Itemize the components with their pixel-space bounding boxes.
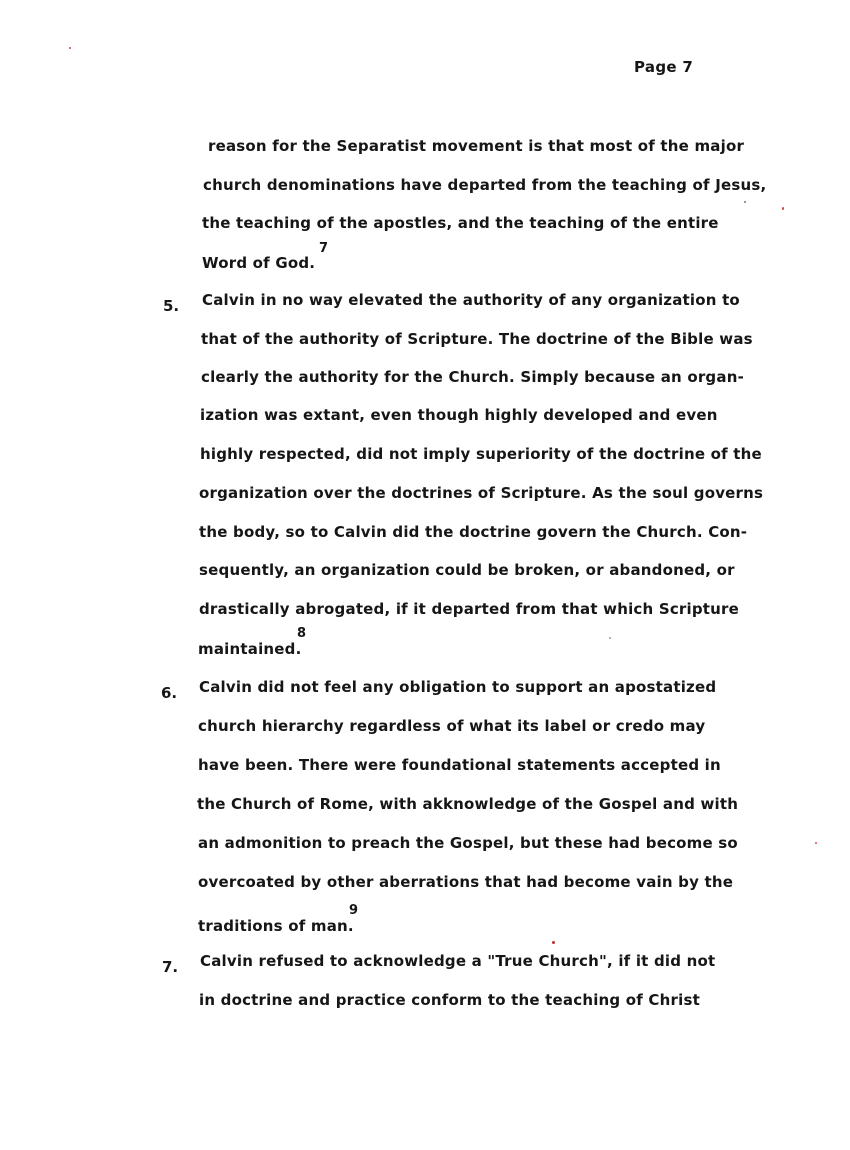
scan-speck — [552, 941, 555, 944]
intro-line-3: the teaching of the apostles, and the teaching of the entire — [202, 214, 719, 232]
intro-line-1: reason for the Separatist movement is that most of the major — [208, 137, 745, 155]
item-6-line-7: traditions of man. — [198, 917, 354, 935]
item-6-line-2: church hierarchy regardless of what its label or credo may — [198, 717, 706, 735]
page-number: Page 7 — [634, 58, 694, 76]
item-5-line-7: the body, so to Calvin did the doctrine govern the Church. Con- — [199, 523, 748, 541]
footnote-marker-8: 8 — [297, 626, 307, 641]
item-5-line-10: maintained. — [198, 640, 302, 658]
item-5-line-8: sequently, an organization could be broken, or abandoned, or — [199, 561, 735, 579]
item-5-line-3: clearly the authority for the Church. Simply because an organ- — [201, 368, 744, 386]
scan-speck — [744, 201, 746, 203]
item-5-line-6: organization over the doctrines of Scripture. As the soul governs — [199, 484, 764, 502]
item-number: 5. — [163, 297, 180, 315]
scan-speck — [69, 47, 71, 49]
item-5-line-1: Calvin in no way elevated the authority of any organization to — [202, 291, 740, 309]
scan-speck — [815, 842, 817, 844]
intro-line-4: Word of God. — [202, 254, 316, 272]
item-7-line-2: in doctrine and practice conform to the teaching of Christ — [199, 991, 700, 1009]
item-5-line-5: highly respected, did not imply superiority of the doctrine of the — [200, 445, 762, 463]
item-6-line-3: have been. There were foundational statements accepted in — [198, 756, 721, 774]
scan-speck — [782, 207, 784, 210]
item-6-line-5: an admonition to preach the Gospel, but these had become so — [198, 834, 738, 852]
item-number: 6. — [161, 684, 178, 702]
intro-line-2: church denominations have departed from the teaching of Jesus, — [203, 176, 767, 194]
footnote-marker-9: 9 — [349, 903, 359, 918]
item-5-line-9: drastically abrogated, if it departed from that which Scripture — [199, 600, 740, 618]
item-7-line-1: Calvin refused to acknowledge a "True Church", if it did not — [200, 952, 716, 970]
item-5-line-2: that of the authority of Scripture. The doctrine of the Bible was — [201, 330, 753, 348]
item-6-line-4: the Church of Rome, with akknowledge of the Gospel and with — [197, 795, 739, 813]
scan-speck — [609, 637, 611, 639]
item-number: 7. — [162, 958, 179, 976]
item-6-line-1: Calvin did not feel any obligation to support an apostatized — [199, 678, 717, 696]
item-5-line-4: ization was extant, even though highly developed and even — [200, 406, 718, 424]
footnote-marker-7: 7 — [319, 241, 329, 256]
item-6-line-6: overcoated by other aberrations that had become vain by the — [198, 873, 734, 891]
